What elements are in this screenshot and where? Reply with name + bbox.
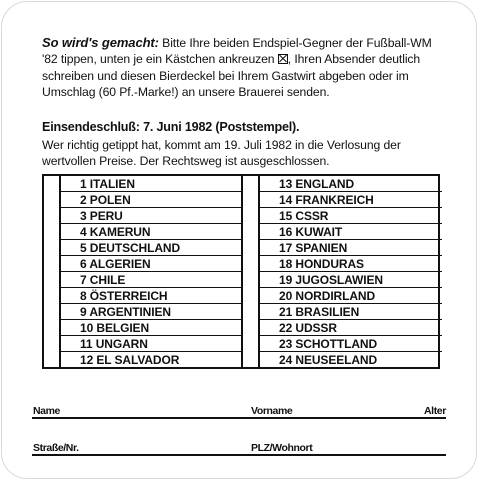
- team-column-left: [44, 176, 243, 367]
- team-row[interactable]: 14 FRANKREICH: [260, 192, 442, 208]
- team-row[interactable]: 19 JUGOSLAWIEN: [260, 272, 442, 288]
- team-row[interactable]: 1 ITALIEN: [61, 176, 241, 192]
- age-label: Alter: [424, 405, 446, 417]
- firstname-label: Vorname: [251, 405, 293, 417]
- draw-info-text: Wer richtig getippt hat, kommt am 19. Juli 1982 in die Verlosung der wertvollen Preise. Der Rechtsweg ist ausgeschlossen.: [42, 138, 401, 169]
- team-row[interactable]: 23 SCHOTTLAND: [260, 336, 442, 352]
- address-line[interactable]: [32, 454, 446, 456]
- team-row[interactable]: 12 EL SALVADOR: [80, 353, 180, 367]
- beer-coaster: [1, 1, 477, 479]
- team-names-right: [260, 176, 442, 367]
- crossed-box-icon: [278, 54, 288, 64]
- instructions-lead: So wird's gemacht:: [42, 35, 159, 50]
- team-row[interactable]: 16 KUWAIT: [260, 224, 442, 240]
- instructions-part-2: , Ihren Absender deutlich schreiben und diesen Bierdeckel bei Ihrem Gastwirt abgeben oder im Umschlag (60 Pf.-Marke!) an unsere Brauerei senden.: [42, 52, 421, 100]
- team-row[interactable]: 7 CHILE: [61, 272, 241, 288]
- team-row[interactable]: 17 SPANIEN: [260, 240, 442, 256]
- team-row[interactable]: 2 POLEN: [61, 192, 241, 208]
- street-label: Straße/Nr.: [33, 442, 79, 454]
- checkbox-column-left[interactable]: [44, 176, 61, 367]
- team-row[interactable]: 22 UDSSR: [260, 320, 442, 336]
- instructions-text: [42, 35, 442, 101]
- team-names-left: [61, 176, 243, 367]
- name-label: Name: [33, 405, 60, 417]
- team-row[interactable]: 8 ÖSTERREICH: [61, 288, 241, 304]
- team-row[interactable]: 24 NEUSEELAND: [279, 353, 378, 367]
- team-row[interactable]: 18 HONDURAS: [260, 256, 442, 272]
- team-row[interactable]: 13 ENGLAND: [260, 176, 442, 192]
- checkbox-column-right[interactable]: [243, 176, 260, 367]
- team-row[interactable]: 6 ALGERIEN: [61, 256, 241, 272]
- deadline-text: Einsendeschluß: 7. Juni 1982 (Poststempel).: [42, 120, 300, 134]
- team-grid: [42, 174, 440, 369]
- team-row[interactable]: 5 DEUTSCHLAND: [61, 240, 241, 256]
- team-column-right: [243, 176, 442, 367]
- instructions-part-1: Bitte Ihre beiden Endspiel-Gegner der Fußball-WM '82 tippen, unten je ein Kästchen ankreuzen: [42, 36, 432, 67]
- team-row[interactable]: 10 BELGIEN: [61, 320, 241, 336]
- team-row[interactable]: 21 BRASILIEN: [260, 304, 442, 320]
- team-row[interactable]: 3 PERU: [61, 208, 241, 224]
- city-label: PLZ/Wohnort: [251, 442, 313, 454]
- team-row[interactable]: 15 CSSR: [260, 208, 442, 224]
- team-row[interactable]: 20 NORDIRLAND: [260, 288, 442, 304]
- team-row[interactable]: 9 ARGENTINIEN: [61, 304, 241, 320]
- team-row[interactable]: 11 UNGARN: [61, 336, 241, 352]
- name-line[interactable]: [32, 417, 446, 419]
- team-row[interactable]: 4 KAMERUN: [61, 224, 241, 240]
